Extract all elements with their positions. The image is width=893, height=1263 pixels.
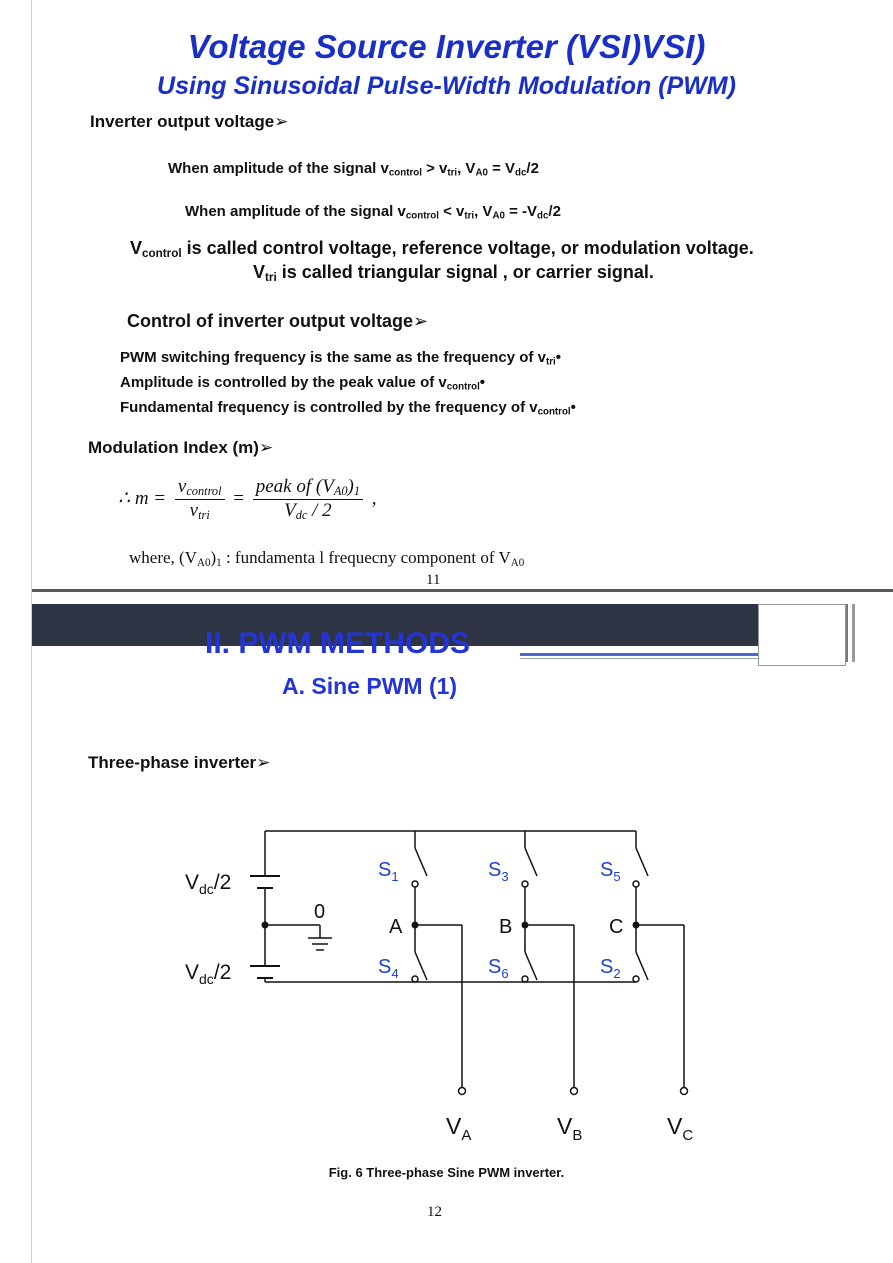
switch-label-s3: $S_3$: [488, 859, 509, 884]
section-title-pwm-methods: II. PWM METHODS: [205, 627, 470, 660]
page-title: Voltage Source Inverter (VSI)VSI): [187, 28, 706, 65]
page-subtitle: Using Sinusoidal Pulse-Width Modulation (PWM): [157, 72, 736, 100]
figure-caption: Fig. 6 Three-phase Sine PWM inverter.: [328, 1165, 565, 1180]
bullet-dot-icon: •: [555, 349, 561, 366]
switch-label-s6: $S_6$: [488, 956, 509, 981]
condition-greater: When amplitude of the signal $v_{control} > v_{tri}$, $V_{A0} = V_{dc}/2$: [168, 160, 539, 179]
fraction-peak-vdc: $\frac{peak of (V_{A0})_1}{V_{dc} / 2}$: [253, 476, 363, 523]
condition-less: When amplitude of the signal $v_{control} < v_{tri}$, $V_{A0} = -V_{dc}/2$: [185, 203, 561, 222]
vcontrol-definition: $V_{control}$ is called control voltage, reference voltage, or modulation voltage.: [130, 238, 754, 260]
vdc-top-label: $V_{dc}/2$: [185, 871, 232, 897]
output-label-vc: $V_C$: [667, 1113, 694, 1144]
bullet-amplitude: Amplitude is controlled by the peak value of $v_{control}•$: [120, 374, 486, 393]
heading-control-output-voltage: Control of inverter output voltage➢: [127, 311, 429, 331]
vdc-bottom-label: $V_{dc}/2$: [185, 961, 232, 987]
switch-label-s4: $S_4$: [378, 956, 399, 981]
page-number-12: 12: [427, 1204, 442, 1220]
output-label-vb: $V_B$: [557, 1113, 583, 1144]
node-label-a: A: [389, 916, 403, 938]
heading-modulation-index: Modulation Index (m)➢: [88, 438, 274, 457]
switch-label-s5: $S_5$: [600, 859, 621, 884]
bullet-dot-icon: •: [479, 374, 486, 391]
ground-label: 0: [314, 901, 326, 923]
switch-label-s1: $S_1$: [378, 859, 399, 884]
subsection-title-sine-pwm: A. Sine PWM (1): [282, 673, 458, 699]
bullet-switching-frequency: PWM switching frequency is the same as the frequency of $v_{tri}•$: [120, 349, 561, 368]
heading-three-phase-inverter: Three-phase inverter➢: [88, 753, 271, 772]
modulation-index-formula: ∴ m = $\frac{v_{control}}{v_{tri}}$ = $\frac{peak of (V_{A0})_1}{V_{dc} / 2}$ ,: [118, 476, 377, 523]
output-label-va: $V_A$: [446, 1113, 472, 1144]
node-label-b: B: [499, 916, 513, 938]
heading-inverter-output-voltage: Inverter output voltage➢: [90, 112, 289, 131]
bullet-dot-icon: •: [570, 399, 576, 416]
arrow-bullet-icon: ➢: [274, 112, 289, 131]
switch-label-s2: $S_2$: [600, 956, 621, 981]
page-number-11: 11: [426, 572, 441, 588]
formula-where-clause: where, $(V_{A0})_1$ : fundamenta l frequecny component of $V_{A0}$: [129, 548, 525, 569]
node-label-c: C: [609, 916, 624, 938]
bullet-fundamental-frequency: Fundamental frequency is controlled by the frequency of $v_{control}•$: [120, 399, 576, 418]
fraction-vcontrol-vtri: $\frac{v_{control}}{v_{tri}}$: [175, 476, 225, 523]
vtri-definition: $V_{tri}$ is called triangular signal , or carrier signal.: [253, 262, 654, 284]
